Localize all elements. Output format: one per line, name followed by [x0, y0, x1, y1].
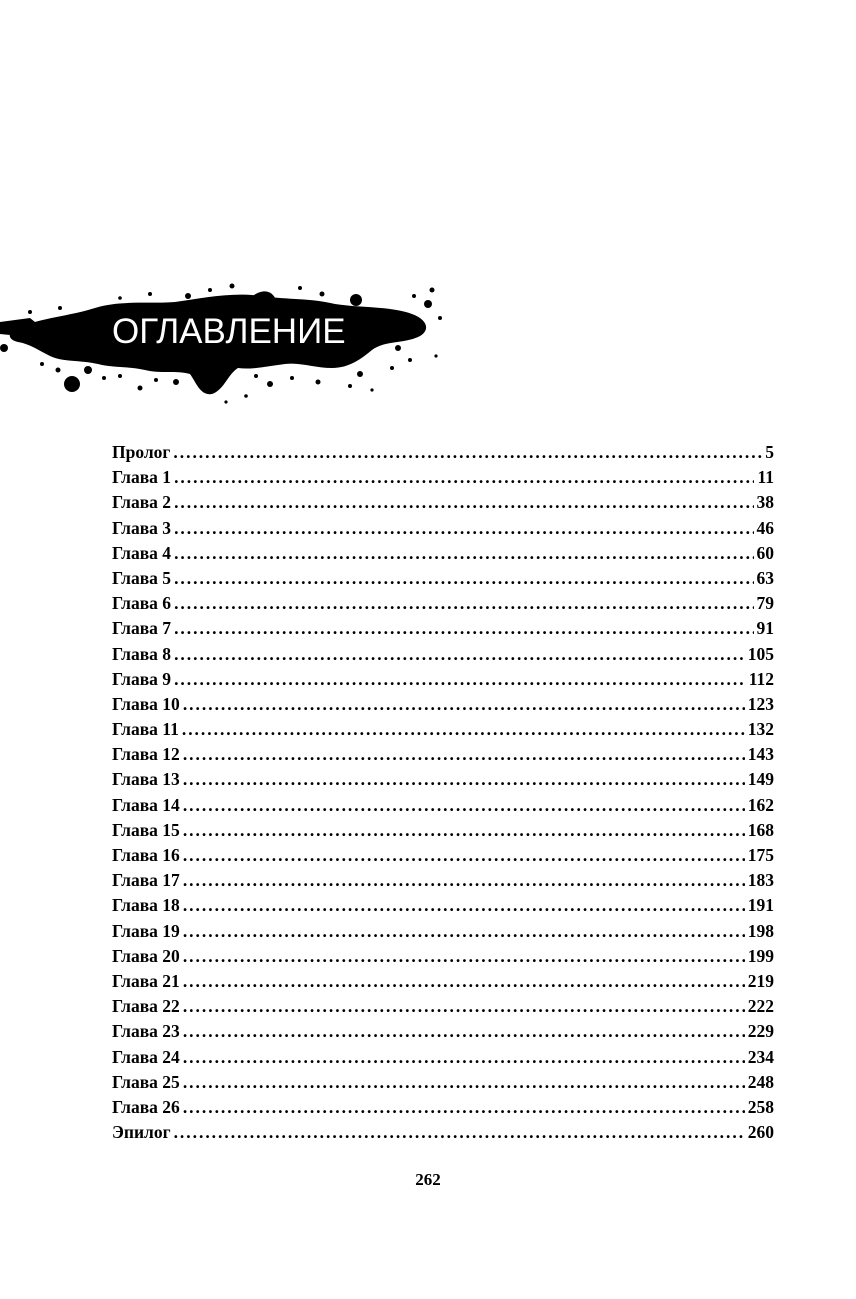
- toc-entry[interactable]: [112, 818, 774, 843]
- toc-entry-page: 143: [747, 744, 774, 765]
- toc-entry[interactable]: [112, 490, 774, 515]
- toc-entry-page: 132: [747, 719, 774, 740]
- toc-entry[interactable]: [112, 616, 774, 641]
- toc-entry-label: Глава 10: [112, 693, 180, 714]
- toc-entry-page: 105: [747, 643, 774, 664]
- dot-leader: [174, 516, 753, 541]
- dot-leader: [174, 616, 753, 641]
- toc-entry[interactable]: [112, 1120, 774, 1145]
- toc-entry[interactable]: [112, 717, 774, 742]
- dot-leader: [183, 1070, 745, 1095]
- toc-entry-label: Глава 20: [112, 945, 180, 966]
- toc-entry-page: 191: [747, 895, 774, 916]
- toc-entry[interactable]: [112, 767, 774, 792]
- toc-entry[interactable]: [112, 566, 774, 591]
- toc-entry-label: Глава 8: [112, 643, 172, 664]
- toc-entry-page: 79: [756, 593, 774, 614]
- toc-entry-page: 222: [747, 996, 774, 1017]
- toc-entry-page: 149: [747, 769, 774, 790]
- toc-entry-label: Глава 13: [112, 769, 180, 790]
- toc-entry-page: 60: [756, 542, 774, 563]
- toc-entry-label: Глава 25: [112, 1071, 180, 1092]
- toc-entry-page: 219: [747, 970, 774, 991]
- toc-entry[interactable]: [112, 843, 774, 868]
- toc-entry-page: 91: [756, 618, 774, 639]
- dot-leader: [183, 767, 745, 792]
- toc-entry-page: 198: [747, 920, 774, 941]
- dot-leader: [183, 919, 745, 944]
- toc-entry-page: 248: [747, 1071, 774, 1092]
- toc-entry-label: Эпилог: [112, 1122, 171, 1143]
- dot-leader: [174, 667, 746, 692]
- page-title: ОГЛАВЛЕНИЕ: [112, 312, 346, 351]
- toc-entry-label: Глава 4: [112, 542, 172, 563]
- dot-leader: [174, 541, 753, 566]
- toc-entry-label: Глава 9: [112, 668, 172, 689]
- dot-leader: [183, 742, 745, 767]
- toc-entry[interactable]: [112, 1045, 774, 1070]
- dot-leader: [183, 1095, 745, 1120]
- toc-entry[interactable]: [112, 868, 774, 893]
- toc-entry-label: Пролог: [112, 442, 171, 462]
- toc-entry-label: Глава 14: [112, 794, 180, 815]
- toc-entry[interactable]: [112, 994, 774, 1019]
- table-of-contents: [112, 440, 774, 1145]
- toc-entry-label: Глава 17: [112, 870, 180, 891]
- dot-leader: [174, 465, 754, 490]
- toc-entry[interactable]: [112, 1070, 774, 1095]
- toc-entry[interactable]: [112, 667, 774, 692]
- dot-leader: [183, 692, 745, 717]
- toc-entry-page: 260: [747, 1122, 774, 1143]
- toc-entry-label: Глава 12: [112, 744, 180, 765]
- title-banner: [0, 278, 445, 408]
- toc-entry-label: Глава 21: [112, 970, 180, 991]
- dot-leader: [183, 793, 745, 818]
- toc-entry-page: 168: [747, 819, 774, 840]
- toc-entry-page: 5: [765, 442, 774, 462]
- toc-entry-label: Глава 1: [112, 467, 172, 488]
- toc-entry[interactable]: [112, 692, 774, 717]
- dot-leader: [183, 868, 745, 893]
- toc-entry-page: 229: [747, 1021, 774, 1042]
- dot-leader: [183, 818, 745, 843]
- toc-entry[interactable]: [112, 465, 774, 490]
- dot-leader: [182, 717, 745, 742]
- toc-entry[interactable]: [112, 642, 774, 667]
- toc-entry-page: 112: [748, 668, 774, 689]
- toc-entry-page: 199: [747, 945, 774, 966]
- toc-entry-label: Глава 22: [112, 996, 180, 1017]
- toc-entry[interactable]: [112, 793, 774, 818]
- page-number: 262: [415, 1170, 441, 1189]
- dot-leader: [174, 591, 753, 616]
- dot-leader: [183, 893, 745, 918]
- toc-entry-page: 63: [756, 567, 774, 588]
- dot-leader: [183, 1045, 745, 1070]
- toc-entry-label: Глава 3: [112, 517, 172, 538]
- toc-entry[interactable]: [112, 591, 774, 616]
- toc-entry-label: Глава 15: [112, 819, 180, 840]
- toc-entry-label: Глава 2: [112, 492, 172, 513]
- toc-entry[interactable]: [112, 1019, 774, 1044]
- toc-entry[interactable]: [112, 893, 774, 918]
- dot-leader: [183, 969, 745, 994]
- toc-entry[interactable]: [112, 516, 774, 541]
- toc-entry-page: 123: [747, 693, 774, 714]
- dot-leader: [174, 566, 753, 591]
- toc-entry-page: 11: [757, 467, 774, 488]
- dot-leader: [183, 843, 745, 868]
- toc-entry-label: Глава 26: [112, 1096, 180, 1117]
- toc-entry[interactable]: [112, 742, 774, 767]
- toc-entry-label: Глава 24: [112, 1046, 180, 1067]
- toc-entry-label: Глава 23: [112, 1021, 180, 1042]
- toc-entry-label: Глава 5: [112, 567, 172, 588]
- toc-entry-label: Глава 18: [112, 895, 180, 916]
- toc-entry-label: Глава 11: [112, 719, 179, 740]
- toc-entry-page: 258: [747, 1096, 774, 1117]
- toc-entry-label: Глава 16: [112, 845, 180, 865]
- toc-entry[interactable]: [112, 541, 774, 566]
- toc-entry[interactable]: [112, 440, 774, 465]
- toc-entry-page: 46: [756, 517, 774, 538]
- toc-entry-page: 162: [747, 794, 774, 815]
- dot-leader: [173, 440, 762, 465]
- dot-leader: [183, 1019, 745, 1044]
- toc-entry[interactable]: [112, 969, 774, 994]
- dot-leader: [174, 490, 753, 515]
- toc-entry-page: 234: [747, 1046, 774, 1067]
- toc-entry-page: 38: [756, 492, 774, 513]
- dot-leader: [174, 642, 745, 667]
- toc-entry-page: 183: [747, 870, 774, 891]
- toc-entry[interactable]: [112, 944, 774, 969]
- toc-entry-page: 175: [747, 845, 774, 865]
- toc-entry-label: Глава 6: [112, 593, 172, 614]
- dot-leader: [183, 944, 745, 969]
- dot-leader: [183, 994, 745, 1019]
- dot-leader: [174, 1120, 745, 1145]
- toc-entry[interactable]: [112, 919, 774, 944]
- toc-entry-label: Глава 19: [112, 920, 180, 941]
- toc-entry-label: Глава 7: [112, 618, 172, 639]
- toc-entry[interactable]: [112, 1095, 774, 1120]
